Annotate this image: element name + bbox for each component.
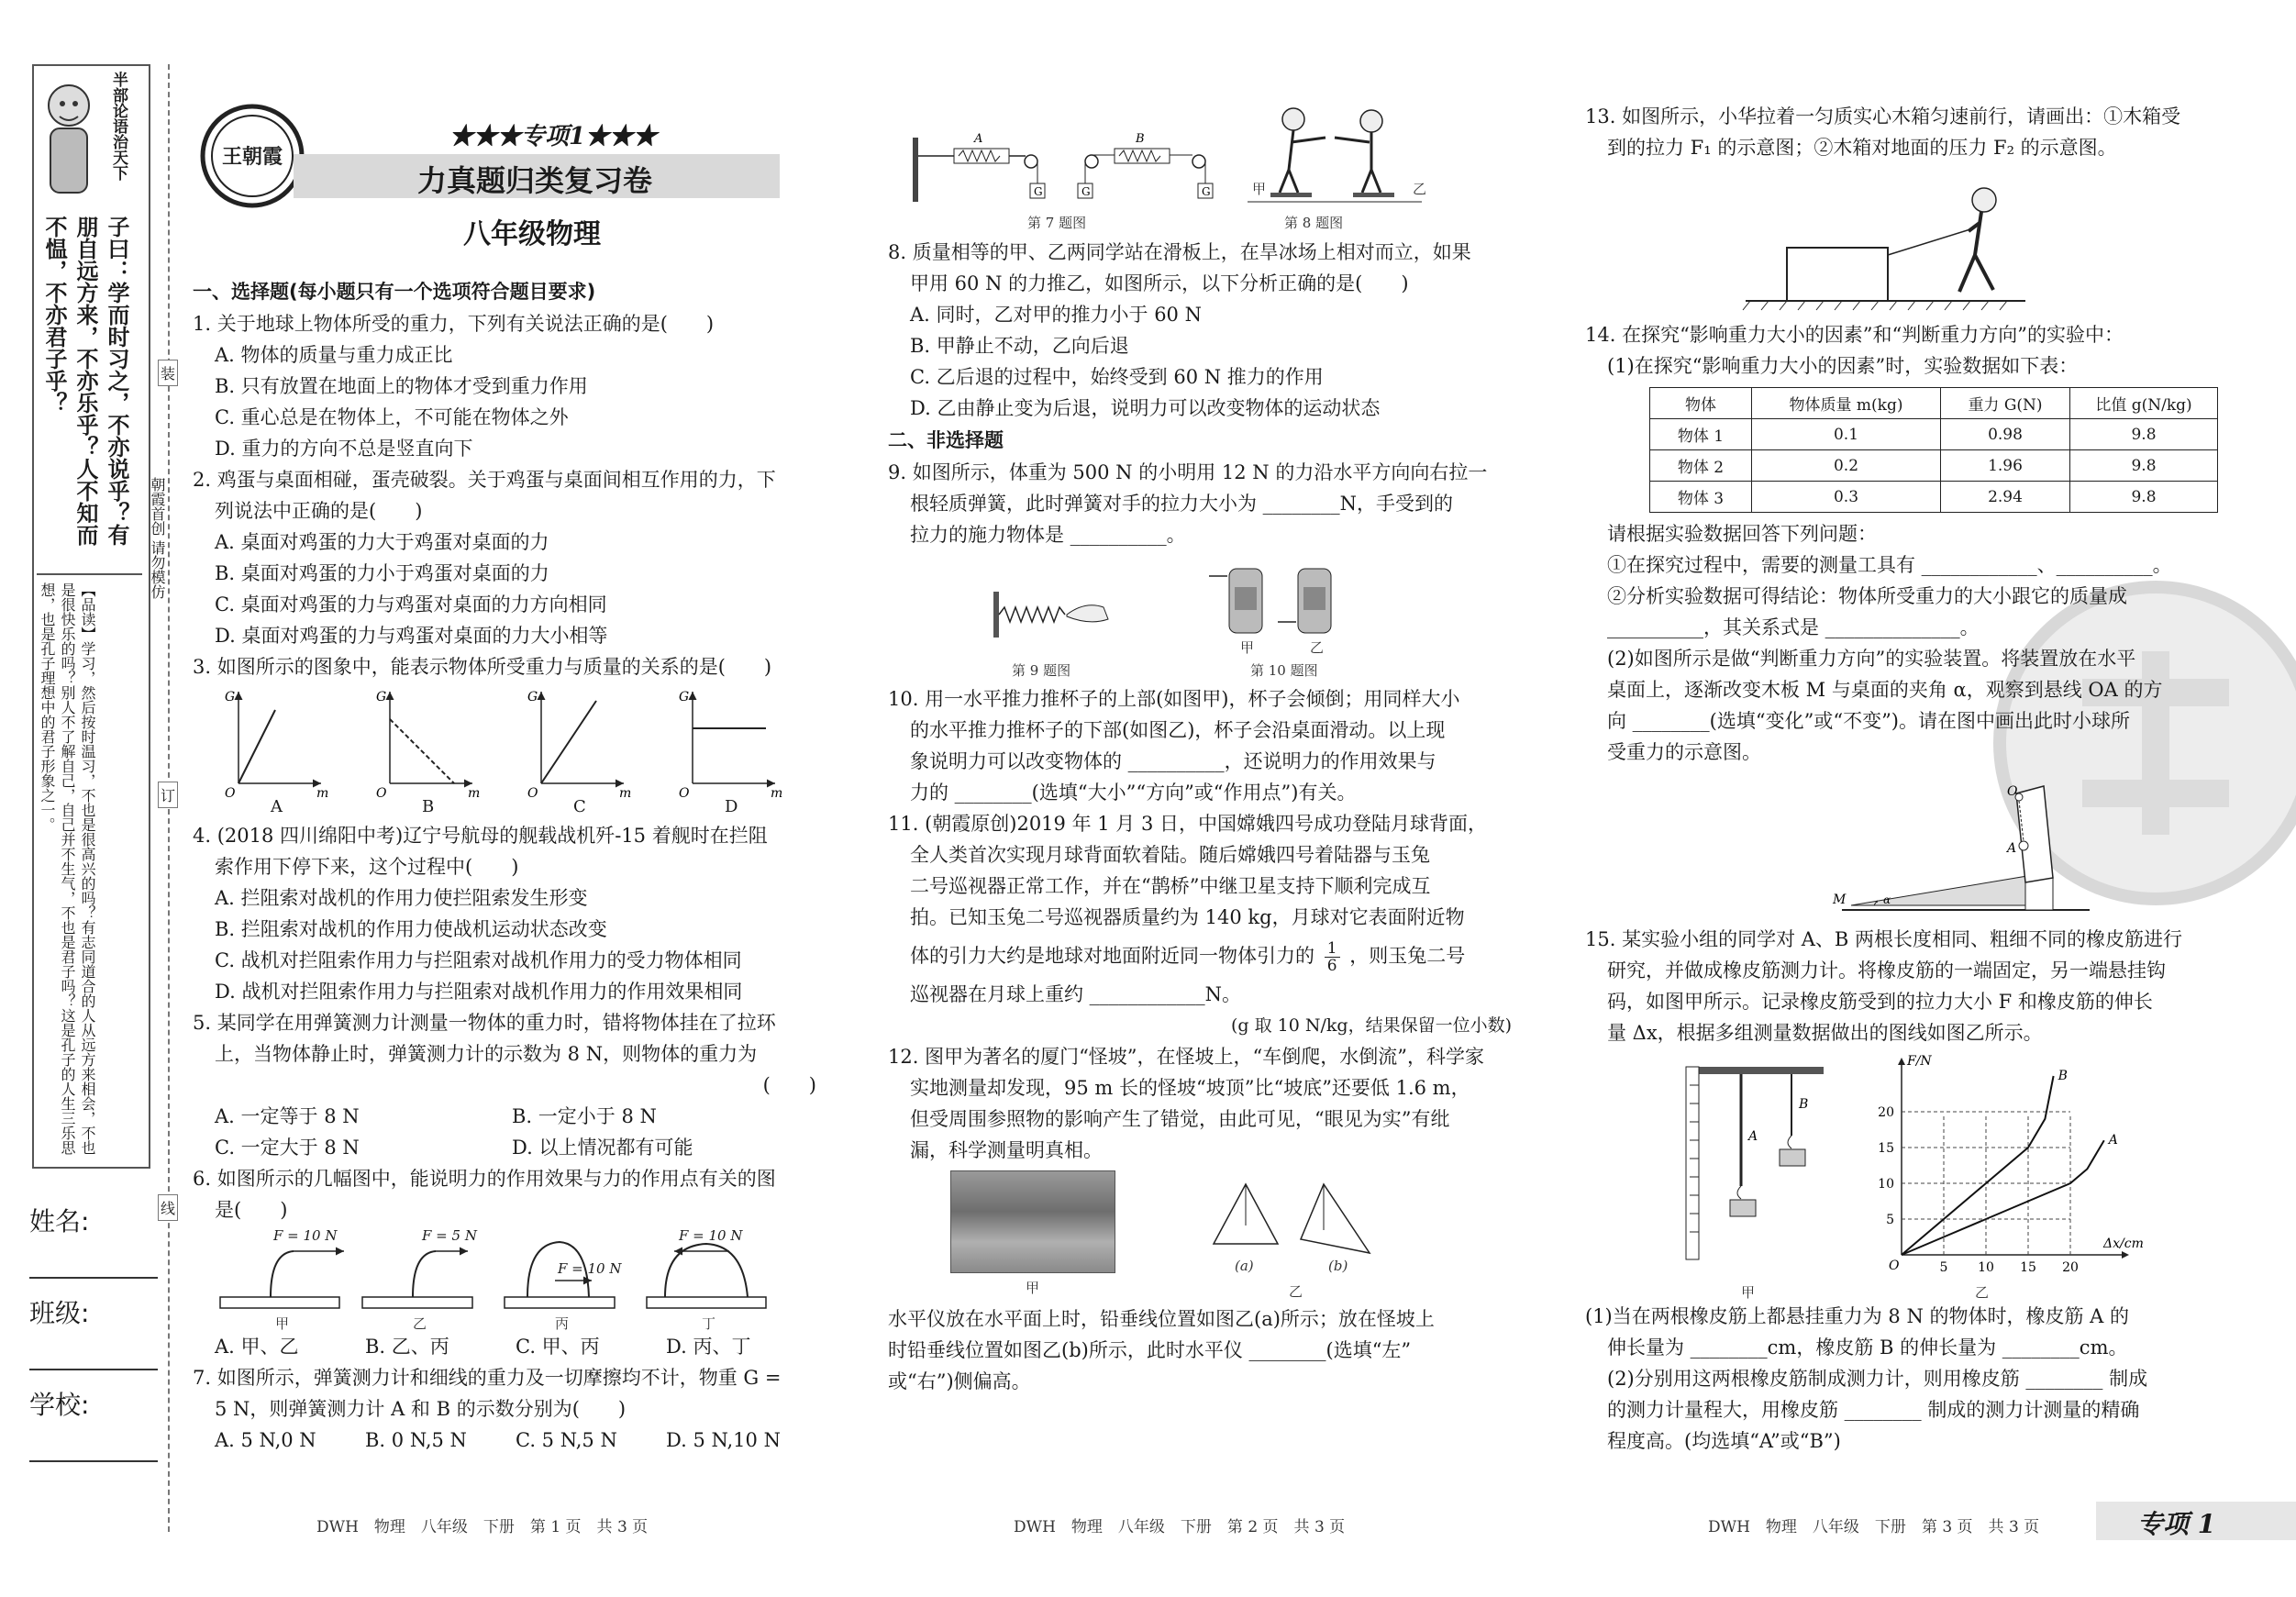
q6-opt-c[interactable]: C. 甲、丙 [516,1336,600,1358]
origin-label: O [1889,1259,1900,1273]
svg-text:α: α [1883,893,1891,906]
svg-text:O: O [225,786,236,801]
page2-footer: DWH 物理 八年级 下册 第 2 页 共 3 页 [1014,1518,1346,1536]
q5-opt-b[interactable]: B. 一定小于 8 N [512,1105,657,1127]
fig15-label-yi: 乙 [1975,1284,1990,1301]
q7-stem-1: 7. 如图所示，弹簧测力计和细线的重力及一切摩擦均不计，物重 G = [193,1367,782,1389]
q6-fig-ding [647,1244,766,1308]
q3-graphs [193,682,816,820]
q15-line-1: 15. 某实验小组的同学对 A、B 两根长度相同、粗细不同的橡皮筋进行 [1585,928,2183,950]
table-header: 比值 g(N/kg) [2070,388,2218,419]
q6-force-yi: F = 5 N [422,1227,477,1244]
y-axis-label: F/N [1907,1054,1932,1069]
y-axis-arrow [1898,1058,1905,1065]
section-nonchoice: 二、非选择题 [888,429,1004,451]
x-axis-label: Δx/cm [2103,1237,2144,1251]
y-tick-label: 20 [1878,1105,1894,1120]
q3-stem: 3. 如图所示的图象中，能表示物体所受重力与质量的关系的是( ) [193,656,772,678]
svg-text:G: G [376,690,387,704]
q12-line-2: 实地测量却发现，95 m 长的怪坡“坡顶”比“坡底”还要低 1.6 m， [910,1077,1470,1099]
q14-line-1: 请根据实验数据回答下列问题： [1607,523,1877,545]
q6-stem-2: 是( ) [215,1199,288,1221]
q6-force-jia: F = 10 N [273,1227,338,1244]
fig8-label-jia: 甲 [1252,181,1267,197]
q5-opt-c[interactable]: C. 一定大于 8 N [215,1137,360,1159]
q8-opt-c[interactable]: C. 乙后退的过程中，始终受到 60 N 推力的作用 [910,366,1324,388]
graph-c-label: C [573,797,586,816]
fig12-label-jia: 甲 [1026,1280,1040,1296]
page-subtitle: 八年级物理 [463,218,601,250]
q10-line-2: 的水平推力推杯子的下部(如图乙)，杯子会沿桌面滑动。以上现 [910,719,1446,741]
svg-text:G: G [527,690,538,704]
q6-fig-jia [220,1251,344,1308]
fraction-den: 6 [1326,957,1337,975]
q11-line-3: 二号巡视器正常工作，并在“鹊桥”中继卫星支持下顺利完成互 [910,875,1431,897]
table-cell: 物体 1 [1650,419,1752,450]
table-cell: 1.96 [1941,450,2070,482]
level-a [1214,1184,1278,1244]
brand-seal-icon [197,101,307,211]
table-cell: 9.8 [2070,482,2218,513]
fig12-svg [888,1166,1512,1303]
fig12-label-yi: 乙 [1289,1283,1303,1300]
confucius-illustration [37,69,101,206]
q15-ans-3: (2)分别用这两根橡皮筋制成测力计，则用橡皮筋 ________ 制成 [1607,1368,2148,1390]
fig7-8 [908,101,1495,238]
q12b-line-3: 或“右”)侧偏高。 [888,1370,1031,1392]
name-line [29,1275,158,1279]
table-cell: 9.8 [2070,419,2218,450]
series-line-A [1902,1140,2104,1255]
q6-opt-b[interactable]: B. 乙、丙 [365,1336,449,1358]
q4-opt-a[interactable]: A. 拦阻索对战机的作用力使拦阻索发生形变 [215,887,588,909]
q5-opt-d[interactable]: D. 以上情况都有可能 [512,1137,693,1159]
graph-b-label: B [422,797,435,816]
svg-text:A: A [2007,841,2017,856]
q11-line-2: 全人类首次实现月球背面软着陆。随后嫦娥四号着陆器与玉兔 [910,844,1430,866]
fig12 [888,1166,1512,1303]
q11-line-6: 巡视器在月球上重约 ____________N。 [910,983,1242,1005]
graph-d[interactable] [679,690,782,801]
school-line [29,1458,158,1462]
fig8-caption: 第 8 题图 [1284,215,1344,231]
special-label: ★★★专项1★★★ [449,123,658,150]
q7-stem-2: 5 N，则弹簧测力计 A 和 B 的示数分别为( ) [215,1398,627,1420]
fraction-num: 1 [1325,940,1340,958]
q12b-line-1: 水平仪放在水平面上时，铅垂线位置如图乙(a)所示；放在怪坡上 [888,1308,1435,1330]
svg-text:M: M [1833,893,1847,907]
fig10-label-yi: 乙 [1310,639,1325,656]
sidebar-divider [37,573,142,575]
q13-line-2: 到的拉力 F₁ 的示意图；②木箱对地面的压力 F₂ 的示意图。 [1607,137,2117,159]
graph-a-label: A [271,797,283,816]
table-row [1650,482,2218,513]
x-tick-label: 20 [2062,1260,2079,1275]
brand-logo [197,101,307,211]
q4-opt-b[interactable]: B. 拦阻索对战机的作用力使战机运动状态改变 [215,918,607,940]
brand-text: 王朝霞 [221,145,283,169]
q7-opt-d[interactable]: D. 5 N,10 N [666,1429,781,1451]
page1-footer: DWH 物理 八年级 下册 第 1 页 共 3 页 [316,1518,649,1536]
table-header: 物体 [1650,388,1752,419]
class-field[interactable] [29,1293,158,1370]
table-header-row [1650,388,2218,419]
q14-intro: 14. 在探究“影响重力大小的因素”和“判断重力方向”的实验中： [1585,324,2124,346]
q6-force-ding: F = 10 N [679,1227,743,1244]
table-cell: 0.2 [1752,450,1941,482]
q12-line-3: 但受周围参照物的影响产生了错觉，由此可见，“眼见为实”有纰 [910,1108,1450,1130]
class-line [29,1367,158,1370]
footer-tag: 专项 1 [2137,1509,2216,1539]
q11-line-5a: 体的引力大约是地球对地面附近同一物体引力的 [910,945,1314,967]
q6-opts-row [193,1331,816,1362]
fig9-spring [993,592,1108,638]
svg-text:G: G [1202,185,1211,198]
q15-line-2: 研究，并做成橡皮筋测力计。将橡皮筋的一端固定，另一端悬挂钩 [1607,959,2166,981]
x-axis-arrow [2122,1251,2129,1259]
fig15 [1585,1048,2227,1301]
svg-text:O: O [2007,784,2018,799]
q6-force-bing: F = 10 N [558,1260,622,1277]
fig10-label-jia: 甲 [1240,639,1255,656]
q11-note: (g 取 10 N/kg，结果保留一位小数) [1231,1015,1512,1036]
fig7-svg [908,101,1495,238]
q5-stem-2: 上，当物体静止时，弹簧测力计的示数为 8 N，则物体的重力为 [215,1043,758,1065]
section-choice: 一、选择题(每小题只有一个选项符合题目要求) [193,281,596,303]
fig9-10 [888,550,1512,683]
q14-line-8: 受重力的示意图。 [1607,741,1761,763]
svg-text:G: G [225,690,236,704]
q12-line-1: 12. 图甲为著名的厦门“怪坡”，在怪坡上，“车倒爬，水倒流”，科学家 [888,1046,1485,1068]
q4-opt-c[interactable]: C. 战机对拦阻索作用力与拦阻索对战机作用力的受力物体相同 [215,949,742,971]
binding-mark-1: 装 [158,360,178,386]
fig12-label-a: (a) [1235,1258,1254,1274]
q6-opt-d[interactable]: D. 丙、丁 [666,1336,751,1358]
x-tick-label: 5 [1939,1260,1948,1275]
q15-line-4: 量 Δx，根据多组测量数据做出的图线如图乙所示。 [1607,1022,2043,1044]
y-tick-label: 5 [1886,1213,1894,1227]
fig14[interactable] [1585,768,2227,924]
q14-line-4: __________，其关系式是 ______________。 [1607,616,1980,638]
series-label-A: A [2108,1133,2118,1148]
q10-line-1: 10. 用一水平推力推杯子的上部(如图甲)，杯子会倾倒；用同样大小 [888,688,1460,710]
name-field[interactable] [29,1202,158,1279]
q15-ans-1: (1)当在两根橡皮筋上都悬挂重力为 8 N 的物体时，橡皮筋 A 的 [1585,1305,2130,1327]
sidebar-quote: 子曰：学而时习之，不亦说乎？有朋自远方来，不亦乐乎？人不知而不愠，不亦君子乎？ [41,216,129,546]
svg-text:m: m [619,786,632,801]
svg-text:G: G [1034,185,1043,198]
svg-text:O: O [679,786,690,801]
q8-opt-a[interactable]: A. 同时，乙对甲的推力小于 60 N [910,304,1202,326]
graph-a[interactable] [225,690,328,801]
q5-opt-a[interactable]: A. 一定等于 8 N [215,1105,360,1127]
sidebar [28,64,151,1523]
x-tick-label: 10 [1978,1260,1994,1275]
q14-line-3: ②分析实验数据可得结论：物体所受重力的大小跟它的质量成 [1607,585,2127,607]
q15-line-3: 码，如图甲所示。记录橡皮筋受到的拉力大小 F 和橡皮筋的伸长 [1607,991,2153,1013]
q8-stem-1: 8. 质量相等的甲、乙两同学站在滑板上，在旱冰场上相对而立，如果 [888,241,1471,263]
series-line-B [1902,1076,2054,1255]
school-label: 学校: [29,1390,90,1420]
q9-line-2: 根轻质弹簧，此时弹簧对手的拉力大小为 ________N，手受到的 [910,493,1454,515]
fig14-svg[interactable] [1585,768,2227,924]
sidebar-tag: 半部论语治天下 [109,72,128,181]
y-tick-label: 15 [1878,1141,1894,1156]
page1-content [193,275,816,1456]
fig12-label-b: (b) [1328,1258,1348,1274]
binding-mark-3: 线 [158,1194,178,1221]
q9-line-3: 拉力的施力物体是 __________。 [910,524,1186,546]
q10-line-4: 力的 ________(选填“大小”“方向”或“作用点”)有关。 [910,782,1357,804]
q15-ans-4: 的测力计量程大，用橡皮筋 ________ 制成的测力计测量的精确 [1607,1399,2140,1421]
q2-stem-1: 2. 鸡蛋与桌面相碰，蛋壳破裂。关于鸡蛋与桌面间相互作用的力，下 [193,469,776,491]
q15-ans-2: 伸长量为 ________cm，橡皮筋 B 的伸长量为 ________cm。 [1607,1336,2128,1359]
svg-text:m: m [771,786,783,801]
q4-stem-2: 索作用下停下来，这个过程中( ) [215,856,519,878]
graph-c[interactable] [527,690,631,801]
table-header: 重力 G(N) [1941,388,2070,419]
q5-opts-row-1 [193,1101,816,1132]
fig15-label-jia: 甲 [1741,1284,1756,1301]
graph-b[interactable] [376,690,480,801]
q8-opt-d[interactable]: D. 乙由静止变为后退，说明力可以改变物体的运动状态 [910,397,1381,419]
q3-graph-svg [193,682,816,820]
q1-opt-d[interactable]: D. 重力的方向不总是竖直向下 [215,438,473,460]
sidebar-reading: 【品读】学习，然后按时温习，不也是很高兴的吗？有志同道合的人从远方来相会，不也是很快乐的吗？别人不了解自己，自己并不生气，不也是君子吗？这是孔子的人生三乐思想，也是孔子理想中的君子形象之一。 [39,582,96,1155]
school-field[interactable] [29,1385,158,1462]
q2-opt-c[interactable]: C. 桌面对鸡蛋的力与鸡蛋对桌面的力方向相同 [215,593,607,616]
svg-text:A: A [1748,1129,1758,1144]
q7-opts-row [193,1425,816,1456]
q11-line-1: 11. (朝霞原创)2019 年 1 月 3 日，中国嫦娥四号成功登陆月球背面， [888,813,1487,835]
fig7-caption: 第 7 题图 [1027,215,1087,231]
fig9-caption: 第 9 题图 [1012,662,1071,679]
table-cell: 0.98 [1941,419,2070,450]
class-label: 班级: [29,1298,90,1328]
table-cell: 0.1 [1752,419,1941,450]
q2-opt-a[interactable]: A. 桌面对鸡蛋的力大于鸡蛋对桌面的力 [215,531,549,553]
q6-stem-1: 6. 如图所示的几幅图中，能说明力的作用效果与力的作用点有关的图 [193,1168,776,1190]
page-title: 力真题归类复习卷 [417,163,653,198]
svg-text:A: A [974,132,983,146]
table-cell: 物体 2 [1650,450,1752,482]
q11-line-5 [888,933,1512,979]
svg-text:B: B [1136,132,1145,146]
q14-table-wrap [1585,382,2227,518]
svg-text:O: O [527,786,538,801]
q8-stem-2: 甲用 60 N 的力推乙，如图所示，以下分析正确的是( ) [910,272,1409,294]
q14-line-5: (2)如图所示是做“判断重力方向”的实验装置。将装置放在水平 [1607,648,2136,670]
fig13-svg[interactable] [1585,163,2227,319]
q5-stem-1: 5. 某同学在用弹簧测力计测量一物体的重力时，错将物体挂在了拉环 [193,1012,776,1034]
page2-content [888,237,1512,1397]
name-label: 姓名: [29,1206,90,1237]
table-cell: 0.3 [1752,482,1941,513]
q2-opt-b[interactable]: B. 桌面对鸡蛋的力小于鸡蛋对桌面的力 [215,562,549,584]
table-row [1650,450,2218,482]
page3-content [1585,101,2227,1457]
page3-footer: DWH 物理 八年级 下册 第 3 页 共 3 页 [1708,1518,2040,1536]
q7-opt-b[interactable]: B. 0 N,5 N [365,1429,467,1451]
q6-label-ding: 丁 [702,1315,716,1332]
svg-text:O: O [376,786,387,801]
fig8-skaters [1248,108,1422,202]
y-tick-label: 10 [1878,1177,1894,1192]
fraction [1325,940,1340,974]
confucius-icon [37,69,101,206]
binding-mark-2: 订 [158,782,178,808]
q15-ans-5: 程度高。(均选填“A”或“B”) [1607,1430,1841,1452]
series-label-B: B [2058,1069,2068,1083]
svg-text:G: G [679,690,690,704]
copyright-note: 朝霞首创 请勿模仿 [149,477,166,600]
q7-opt-c[interactable]: C. 5 N,5 N [516,1429,617,1451]
svg-text:m: m [468,786,481,801]
q6-label-jia: 甲 [275,1315,290,1332]
q1-stem: 1. 关于地球上物体所受的重力，下列有关说法正确的是( ) [193,313,715,335]
q1-opt-c[interactable]: C. 重心总是在物体上，不可能在物体之外 [215,406,569,428]
q14-p1: (1)在探究“影响重力大小的因素”时，实验数据如下表： [1607,355,2079,377]
graph-d-label: D [725,797,738,816]
q7-opt-a[interactable]: A. 5 N,0 N [215,1429,316,1451]
q14-line-6: 桌面上，逐渐改变木板 M 与桌面的夹角 α，观察到悬线 OA 的方 [1607,679,2163,701]
fig7-left [913,132,1045,202]
q14-line-7: 向 ________(选填“变化”或“不变”)。请在图中画出此时小球所 [1607,710,2131,732]
q8-opt-b[interactable]: B. 甲静止不动，乙向后退 [910,335,1129,357]
q6-figures [193,1225,816,1331]
fig10-cups [1209,569,1331,633]
fig15-chart-svg [1585,1048,2227,1301]
table-header: 物体质量 m(kg) [1752,388,1941,419]
svg-text:m: m [316,786,329,801]
q2-opt-d[interactable]: D. 桌面对鸡蛋的力与鸡蛋对桌面的力大小相等 [215,625,608,647]
q1-opt-a[interactable]: A. 物体的质量与重力成正比 [215,344,453,366]
q11-line-4: 拍。已知玉兔二号巡视器质量约为 140 kg，月球对它表面附近物 [910,906,1465,928]
q5-opts-row-2 [193,1132,816,1163]
q14-line-2: ①在探究过程中，需要的测量工具有 ____________、__________。 [1607,554,2172,576]
fig10-caption: 第 10 题图 [1250,662,1318,679]
q13-line-1: 13. 如图所示，小华拉着一匀质实心木箱匀速前行，请画出：①木箱受 [1585,105,2181,128]
fig9-10-svg [888,550,1512,683]
x-tick-label: 15 [2020,1260,2036,1275]
q14-table [1649,387,2218,513]
fig13[interactable] [1585,163,2227,319]
svg-text:G: G [1081,185,1091,198]
q6-label-bing: 丙 [555,1315,570,1332]
fig7-right [1078,132,1213,198]
table-row [1650,419,2218,450]
q12b-line-2: 时铅垂线位置如图乙(b)所示，此时水平仪 ________(选填“左” [888,1339,1412,1361]
q4-opt-d[interactable]: D. 战机对拦阻索作用力与拦阻索对战机作用力的作用效果相同 [215,981,743,1003]
q10-line-3: 象说明力可以改变物体的 __________，还说明力的作用效果与 [910,750,1436,772]
wooden-box[interactable] [1787,248,1888,301]
q6-fig-yi [362,1251,472,1308]
q6-label-yi: 乙 [413,1315,427,1332]
q9-line-1: 9. 如图所示，体重为 500 N 的小明用 12 N 的力沿水平方向向右拉一 [888,461,1488,483]
level-b [1301,1184,1370,1253]
table-cell: 9.8 [2070,450,2218,482]
q6-opt-a[interactable]: A. 甲、乙 [215,1336,299,1358]
q4-stem-1: 4. (2018 四川绵阳中考)辽宁号航母的舰载战机歼-15 着舰时在拦阻 [193,825,768,847]
q12-line-4: 漏，科学测量明真相。 [910,1139,1103,1161]
q1-opt-b[interactable]: B. 只有放置在地面上的物体才受到重力作用 [215,375,588,397]
fig8-label-yi: 乙 [1413,181,1427,197]
q5-bracket: ( ) [762,1074,816,1096]
q11-line-5b: ，则玉兔二号 [1349,945,1466,967]
q2-stem-2: 列说法中正确的是( ) [215,500,423,522]
table-cell: 物体 3 [1650,482,1752,513]
svg-text:B: B [1799,1097,1809,1112]
table-cell: 2.94 [1941,482,2070,513]
